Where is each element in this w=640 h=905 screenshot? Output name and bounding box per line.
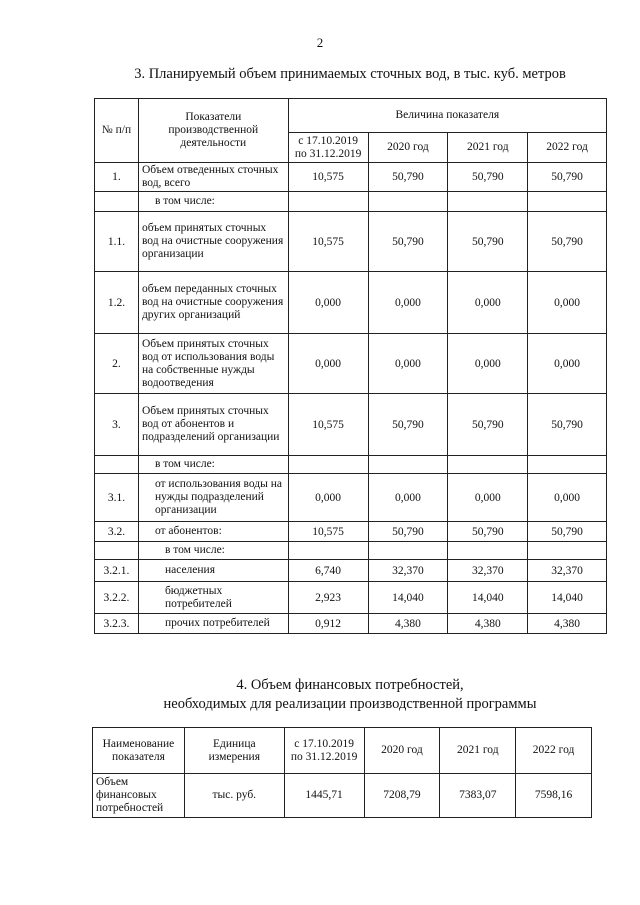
- section-3-title: 3. Планируемый объем принимаемых сточных вод, в тыс. куб. метров: [134, 66, 566, 82]
- row-unit: тыс. руб.: [184, 774, 284, 818]
- row-num: 3.2.2.: [95, 582, 139, 614]
- row-num: 1.1.: [95, 212, 139, 272]
- value-2021: 50,790: [448, 212, 528, 272]
- section-4-title-line1: 4. Объем финансовых потребностей,: [236, 677, 464, 693]
- value-period1: [288, 192, 368, 212]
- value-2022: 50,790: [528, 394, 607, 456]
- row-num: 3.: [95, 394, 139, 456]
- value-period1: [288, 542, 368, 560]
- table-row: [95, 456, 607, 474]
- value-2020: 0,000: [368, 334, 448, 394]
- row-num: 3.2.3.: [95, 614, 139, 634]
- value-2022: 4,380: [528, 614, 607, 634]
- value-2022: 7598,16: [516, 774, 592, 818]
- value-2022: [528, 542, 607, 560]
- table-row: [95, 582, 607, 614]
- table-row: [95, 334, 607, 394]
- header-2022: 2022 год: [528, 133, 607, 163]
- row-name: объем переданных сточных вод на очистные сооружения других организаций: [138, 272, 288, 334]
- section-4-title: [100, 676, 600, 714]
- value-2021: 0,000: [448, 272, 528, 334]
- value-period1: 0,000: [288, 272, 368, 334]
- value-2020: 0,000: [368, 272, 448, 334]
- table-row: [95, 394, 607, 456]
- value-2020: 7208,79: [364, 774, 440, 818]
- header-name: Наименование показателя: [93, 728, 185, 774]
- value-2020: 0,000: [368, 474, 448, 522]
- value-2020: 50,790: [368, 163, 448, 192]
- row-name: Объем принятых сточных вод от использования воды на собственные нужды водоотведения: [138, 334, 288, 394]
- row-num: 3.2.: [95, 522, 139, 542]
- row-name: в том числе:: [138, 456, 288, 474]
- header-2020: 2020 год: [368, 133, 448, 163]
- header-value-group: Величина показателя: [288, 99, 606, 133]
- header-2021: 2021 год: [440, 728, 516, 774]
- table-row: [95, 560, 607, 582]
- value-2021: [448, 192, 528, 212]
- page-number: 2: [316, 35, 324, 50]
- wastewater-volume-table: [94, 98, 607, 634]
- value-2021: 50,790: [448, 394, 528, 456]
- row-num: [95, 192, 139, 212]
- header-indicator: Показатели производственной деятельности: [138, 99, 288, 163]
- value-period1: 0,000: [288, 334, 368, 394]
- value-period1: 10,575: [288, 394, 368, 456]
- value-2020: [368, 542, 448, 560]
- value-2020: [368, 192, 448, 212]
- value-2022: [528, 456, 607, 474]
- value-2022: [528, 192, 607, 212]
- value-2021: 0,000: [448, 334, 528, 394]
- row-name: Объем принятых сточных вод от абонентов и подразделений организации: [138, 394, 288, 456]
- value-2022: 50,790: [528, 212, 607, 272]
- row-num: 3.1.: [95, 474, 139, 522]
- value-2020: 50,790: [368, 522, 448, 542]
- row-num: 1.: [95, 163, 139, 192]
- row-num: 1.2.: [95, 272, 139, 334]
- value-2022: 0,000: [528, 334, 607, 394]
- value-2021: 7383,07: [440, 774, 516, 818]
- row-name: бюджетных потребителей: [138, 582, 288, 614]
- header-period1: с 17.10.2019 по 31.12.2019: [288, 133, 368, 163]
- value-period1: 1445,71: [284, 774, 364, 818]
- value-2020: 32,370: [368, 560, 448, 582]
- value-period1: 10,575: [288, 212, 368, 272]
- value-2021: 4,380: [448, 614, 528, 634]
- value-2022: 14,040: [528, 582, 607, 614]
- value-2022: 0,000: [528, 474, 607, 522]
- table-row: [95, 614, 607, 634]
- header-unit: Единица измерения: [184, 728, 284, 774]
- row-num: 3.2.1.: [95, 560, 139, 582]
- row-name: объем принятых сточных вод на очистные сооружения организации: [138, 212, 288, 272]
- value-2020: 4,380: [368, 614, 448, 634]
- value-2020: 50,790: [368, 394, 448, 456]
- financial-needs-table: [92, 727, 592, 818]
- row-name: от использования воды на нужды подразделений организации: [138, 474, 288, 522]
- table-row: [95, 522, 607, 542]
- row-name: в том числе:: [138, 192, 288, 212]
- value-period1: 0,912: [288, 614, 368, 634]
- row-num: [95, 456, 139, 474]
- value-period1: 10,575: [288, 522, 368, 542]
- row-num: [95, 542, 139, 560]
- value-2020: 14,040: [368, 582, 448, 614]
- value-2021: [448, 456, 528, 474]
- header-2021: 2021 год: [448, 133, 528, 163]
- value-2022: 50,790: [528, 522, 607, 542]
- table-row: [95, 192, 607, 212]
- table-row: [93, 774, 592, 818]
- table-row: [95, 474, 607, 522]
- row-name: прочих потребителей: [138, 614, 288, 634]
- header-2022: 2022 год: [516, 728, 592, 774]
- value-2020: [368, 456, 448, 474]
- header-num: № п/п: [95, 99, 139, 163]
- value-2021: 50,790: [448, 522, 528, 542]
- value-2022: 32,370: [528, 560, 607, 582]
- value-2022: 0,000: [528, 272, 607, 334]
- row-num: 2.: [95, 334, 139, 394]
- value-2021: [448, 542, 528, 560]
- row-name: от абонентов:: [138, 522, 288, 542]
- value-period1: 0,000: [288, 474, 368, 522]
- value-period1: 2,923: [288, 582, 368, 614]
- value-2022: 50,790: [528, 163, 607, 192]
- header-2020: 2020 год: [364, 728, 440, 774]
- value-period1: [288, 456, 368, 474]
- table-row: [95, 542, 607, 560]
- value-2021: 32,370: [448, 560, 528, 582]
- table-row: [95, 272, 607, 334]
- row-name: Объем финансовых потребностей: [93, 774, 185, 818]
- value-2021: 50,790: [448, 163, 528, 192]
- table-row: [95, 163, 607, 192]
- section-4-title-line2: необходимых для реализации производственной программы: [163, 696, 537, 712]
- row-name: Объем отведенных сточных вод, всего: [138, 163, 288, 192]
- row-name: населения: [138, 560, 288, 582]
- row-name: в том числе:: [138, 542, 288, 560]
- value-period1: 6,740: [288, 560, 368, 582]
- value-2021: 14,040: [448, 582, 528, 614]
- value-2021: 0,000: [448, 474, 528, 522]
- value-2020: 50,790: [368, 212, 448, 272]
- header-period1: с 17.10.2019 по 31.12.2019: [284, 728, 364, 774]
- table-row: [95, 212, 607, 272]
- value-period1: 10,575: [288, 163, 368, 192]
